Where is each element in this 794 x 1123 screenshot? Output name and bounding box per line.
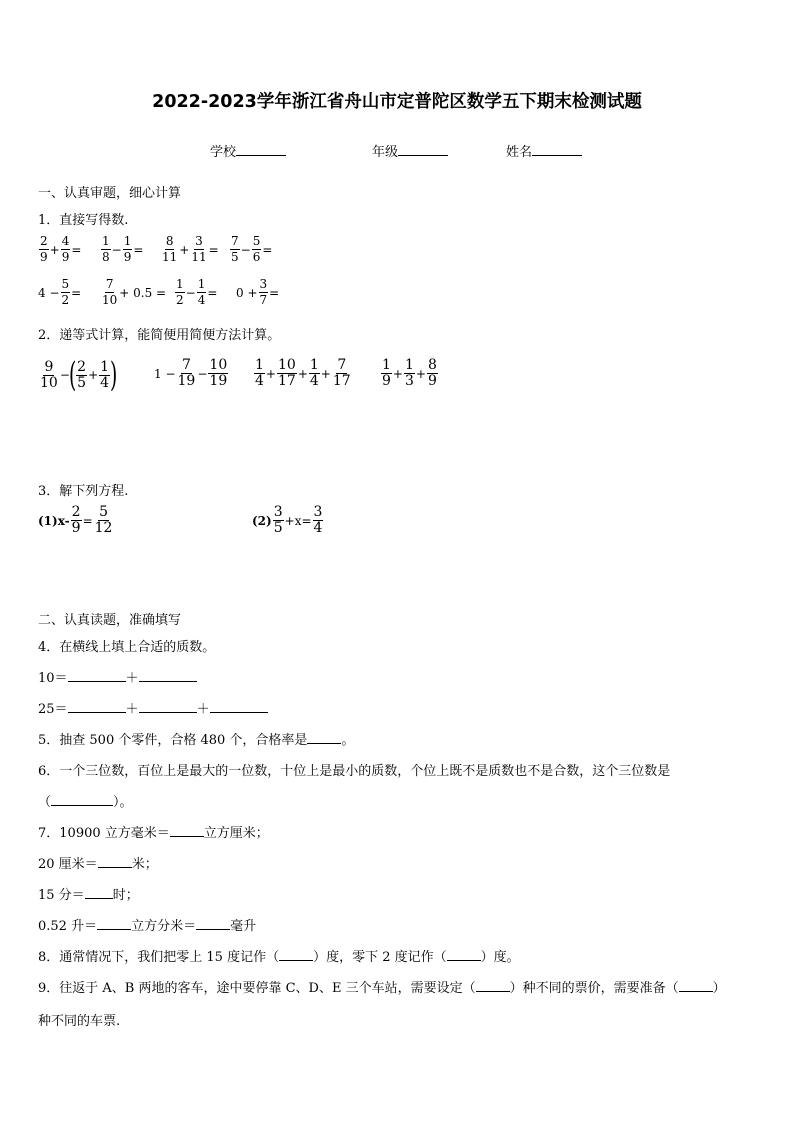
question-3-label: 3．解下列方程. bbox=[38, 484, 129, 499]
fraction bbox=[177, 358, 197, 389]
fraction bbox=[76, 360, 87, 391]
operator: + 0.5 = bbox=[119, 285, 167, 300]
operator: + bbox=[320, 366, 331, 381]
question-text: 0.52 升＝ bbox=[38, 919, 98, 934]
q4-line-2 bbox=[38, 698, 268, 717]
q1-expr-4 bbox=[229, 234, 272, 265]
question-5 bbox=[38, 729, 354, 748]
question-text: ） bbox=[712, 981, 726, 996]
operator: = bbox=[269, 285, 280, 300]
question-text: 9．往返于 A、B 两地的客车，途中要停靠 C、D、E 三个车站，需要设定（ bbox=[38, 981, 476, 996]
operator: (1)x- bbox=[38, 513, 70, 528]
operator: = bbox=[133, 242, 144, 257]
operator: + bbox=[415, 366, 426, 381]
fraction bbox=[39, 360, 59, 391]
numerator: 9 bbox=[44, 358, 54, 375]
q4-line-1 bbox=[38, 667, 197, 686]
numerator: 7 bbox=[105, 277, 114, 291]
question-text: 20 厘米＝ bbox=[38, 857, 98, 872]
numerator: 1 bbox=[404, 357, 414, 373]
operator: (2) bbox=[252, 513, 272, 528]
operator: − bbox=[185, 285, 196, 300]
operator: = bbox=[71, 242, 82, 257]
question-text: （ bbox=[38, 795, 52, 810]
question-text: ）。 bbox=[113, 795, 133, 810]
question-text: ＋ bbox=[125, 671, 139, 686]
operator: +x= bbox=[284, 513, 312, 528]
numerator: 4 bbox=[61, 234, 70, 248]
operator: − bbox=[59, 368, 70, 382]
denominator: 7 bbox=[259, 293, 268, 307]
operator: − bbox=[111, 242, 122, 257]
name-blank[interactable] bbox=[532, 143, 582, 156]
denominator: 19 bbox=[209, 373, 228, 389]
denominator: 10 bbox=[40, 374, 58, 391]
fraction bbox=[94, 505, 114, 536]
fraction bbox=[259, 277, 269, 308]
fraction bbox=[71, 505, 82, 536]
numerator: 1 bbox=[102, 234, 110, 248]
answer-blank[interactable] bbox=[68, 700, 126, 713]
grade-blank[interactable] bbox=[398, 143, 448, 156]
fraction bbox=[277, 358, 297, 389]
numerator: 2 bbox=[40, 234, 48, 248]
answer-blank[interactable] bbox=[679, 979, 713, 992]
question-text: ）种不同的票价，需要准备（ bbox=[509, 981, 679, 996]
operator: + bbox=[49, 242, 60, 257]
page-title: 2022-2023学年浙江省舟山市定普陀区数学五下期末检测试题 bbox=[152, 92, 642, 112]
answer-blank[interactable] bbox=[307, 731, 341, 744]
operator: + bbox=[265, 366, 276, 381]
q1-expr-8 bbox=[236, 277, 279, 308]
question-4-label: 4．在横线上填上合适的质数。 bbox=[38, 640, 216, 655]
q2-expr-4 bbox=[380, 358, 439, 389]
operator: 0 + bbox=[236, 285, 258, 300]
answer-blank[interactable] bbox=[51, 793, 113, 806]
operator: = bbox=[208, 242, 219, 257]
fraction bbox=[123, 234, 133, 265]
question-text: 10＝ bbox=[38, 671, 68, 686]
section-1-heading: 一、认真审题，细心计算 bbox=[38, 186, 182, 201]
operator: + bbox=[297, 366, 308, 381]
question-text: 毫升 bbox=[230, 919, 257, 934]
fraction bbox=[175, 277, 185, 308]
numerator: 7 bbox=[181, 357, 191, 373]
denominator: 4 bbox=[197, 293, 206, 307]
grade-label: 年级 bbox=[372, 145, 399, 160]
answer-blank[interactable] bbox=[170, 824, 204, 837]
denominator: 5 bbox=[77, 374, 87, 391]
numerator: 5 bbox=[252, 234, 261, 248]
fraction bbox=[230, 234, 240, 265]
question-7-line-4 bbox=[38, 915, 256, 934]
fraction bbox=[254, 358, 265, 389]
answer-blank[interactable] bbox=[476, 979, 510, 992]
q1-expr-2 bbox=[100, 234, 143, 265]
denominator: 9 bbox=[123, 250, 132, 264]
fraction bbox=[197, 277, 207, 308]
operator: 4 − bbox=[38, 285, 60, 300]
denominator: 11 bbox=[162, 250, 178, 264]
numerator: 1 bbox=[382, 357, 391, 373]
question-text: 25＝ bbox=[38, 702, 68, 717]
fraction bbox=[101, 277, 118, 308]
question-2-label: 2．递等式计算，能简便用简便方法计算。 bbox=[38, 328, 281, 343]
question-text: 7．10900 立方毫米＝ bbox=[38, 826, 170, 841]
denominator: 5 bbox=[273, 520, 283, 536]
answer-blank[interactable] bbox=[97, 917, 131, 930]
numerator: 7 bbox=[337, 357, 347, 373]
denominator: 8 bbox=[102, 250, 110, 264]
fraction bbox=[190, 234, 207, 265]
q1-expr-5 bbox=[38, 277, 81, 308]
denominator: 6 bbox=[252, 250, 261, 264]
numerator: 3 bbox=[313, 504, 323, 520]
denominator: 4 bbox=[309, 373, 319, 389]
denominator: 5 bbox=[231, 250, 239, 264]
grade-field bbox=[372, 141, 448, 160]
q2-expr-3 bbox=[253, 358, 353, 389]
answer-blank[interactable] bbox=[98, 855, 132, 868]
denominator: 9 bbox=[61, 250, 70, 264]
question-text: 5．抽查 500 个零件，合格 480 个，合格率是 bbox=[38, 733, 308, 748]
numerator: 10 bbox=[209, 357, 228, 373]
fraction bbox=[427, 358, 438, 389]
answer-blank[interactable] bbox=[85, 886, 113, 899]
question-1-label: 1．直接写得数. bbox=[38, 213, 129, 228]
question-text: 15 分＝ bbox=[38, 888, 85, 903]
numerator: 3 bbox=[273, 504, 283, 520]
answer-blank[interactable] bbox=[447, 948, 481, 961]
q1-expr-1 bbox=[38, 234, 81, 265]
operator: + bbox=[392, 366, 403, 381]
numerator: 5 bbox=[61, 277, 70, 291]
parenthesis: ( bbox=[68, 355, 77, 395]
numerator: 8 bbox=[427, 357, 437, 373]
fraction bbox=[161, 234, 178, 265]
numerator: 1 bbox=[309, 357, 319, 373]
q2-expr-2 bbox=[154, 358, 229, 389]
fraction bbox=[101, 234, 111, 265]
q3-equation-2 bbox=[252, 505, 324, 536]
fraction bbox=[332, 358, 352, 389]
numerator: 10 bbox=[277, 357, 296, 373]
denominator: 17 bbox=[277, 373, 296, 389]
numerator: 1 bbox=[100, 358, 110, 375]
answer-blank[interactable] bbox=[139, 669, 197, 682]
denominator: 9 bbox=[40, 250, 48, 264]
q3-equation-1 bbox=[38, 505, 114, 536]
denominator: 12 bbox=[94, 520, 113, 536]
numerator: 1 bbox=[255, 357, 264, 373]
numerator: 2 bbox=[71, 504, 81, 520]
fraction bbox=[309, 358, 320, 389]
numerator: 2 bbox=[77, 358, 87, 375]
fraction bbox=[381, 358, 392, 389]
denominator: 4 bbox=[255, 373, 264, 389]
school-blank[interactable] bbox=[236, 143, 286, 156]
question-text: 立方分米＝ bbox=[131, 919, 197, 934]
operator: = bbox=[82, 513, 93, 528]
denominator: 11 bbox=[191, 250, 207, 264]
question-7-line-3 bbox=[38, 884, 139, 903]
denominator: 9 bbox=[427, 373, 437, 389]
question-text: ）度，零下 2 度记作（ bbox=[313, 950, 447, 965]
q1-expr-7 bbox=[174, 277, 217, 308]
fraction bbox=[208, 358, 228, 389]
denominator: 4 bbox=[313, 520, 323, 536]
q1-expr-3 bbox=[160, 234, 219, 265]
answer-blank[interactable] bbox=[279, 948, 313, 961]
numerator: 1 bbox=[176, 277, 184, 291]
answer-blank[interactable] bbox=[68, 669, 126, 682]
fraction bbox=[61, 234, 71, 265]
parenthesis: ) bbox=[110, 355, 118, 395]
denominator: 4 bbox=[100, 374, 110, 391]
operator: − bbox=[240, 242, 251, 257]
denominator: 2 bbox=[176, 293, 184, 307]
question-9-line-2: 种不同的车票. bbox=[38, 1014, 121, 1029]
fraction bbox=[273, 505, 284, 536]
question-8 bbox=[38, 946, 520, 965]
denominator: 9 bbox=[382, 373, 391, 389]
fraction bbox=[61, 277, 71, 308]
operator: 1 − bbox=[154, 366, 176, 381]
section-2-heading: 二、认真读题，准确填写 bbox=[38, 613, 182, 628]
school-label: 学校 bbox=[210, 145, 237, 160]
question-text: 。 bbox=[341, 733, 355, 748]
numerator: 5 bbox=[99, 504, 108, 520]
answer-blank[interactable] bbox=[196, 917, 230, 930]
operator: − bbox=[197, 366, 208, 381]
question-text: 米； bbox=[131, 857, 158, 872]
answer-blank[interactable] bbox=[139, 700, 197, 713]
operator: = bbox=[207, 285, 218, 300]
numerator: 1 bbox=[197, 277, 206, 291]
q2-expr-1 bbox=[38, 355, 118, 395]
fraction bbox=[252, 234, 262, 265]
numerator: 8 bbox=[165, 234, 174, 248]
numerator: 1 bbox=[123, 234, 132, 248]
fraction bbox=[313, 505, 324, 536]
fraction bbox=[39, 234, 49, 265]
numerator: 3 bbox=[195, 234, 203, 248]
question-7-line-2 bbox=[38, 853, 158, 872]
numerator: 3 bbox=[259, 277, 268, 291]
question-6-answer bbox=[38, 791, 133, 810]
school-field bbox=[210, 141, 286, 160]
q1-expr-6 bbox=[100, 277, 166, 308]
answer-blank[interactable] bbox=[210, 700, 268, 713]
question-text: ＋ bbox=[196, 702, 210, 717]
question-text: ）度。 bbox=[480, 950, 520, 965]
operator: = bbox=[262, 242, 273, 257]
operator: + bbox=[179, 242, 190, 257]
question-6: 6．一个三位数，百位上是最大的一位数，十位上是最小的质数，个位上既不是质数也不是合数，这个三位数是 bbox=[38, 764, 671, 779]
denominator: 3 bbox=[404, 373, 414, 389]
question-9 bbox=[38, 977, 726, 996]
question-text: 时； bbox=[112, 888, 139, 903]
question-text: ＋ bbox=[125, 702, 139, 717]
denominator: 9 bbox=[71, 520, 81, 536]
denominator: 2 bbox=[61, 293, 70, 307]
question-text: 8．通常情况下，我们把零上 15 度记作（ bbox=[38, 950, 280, 965]
operator: = bbox=[71, 285, 82, 300]
operator: + bbox=[88, 368, 99, 382]
fraction bbox=[99, 360, 110, 391]
name-field bbox=[506, 141, 582, 160]
denominator: 19 bbox=[177, 373, 196, 389]
question-text: 立方厘米； bbox=[203, 826, 269, 841]
name-label: 姓名 bbox=[506, 145, 533, 160]
denominator: 17 bbox=[332, 373, 351, 389]
numerator: 7 bbox=[231, 234, 239, 248]
question-7-line-1 bbox=[38, 822, 269, 841]
fraction bbox=[404, 358, 415, 389]
denominator: 10 bbox=[102, 293, 118, 307]
